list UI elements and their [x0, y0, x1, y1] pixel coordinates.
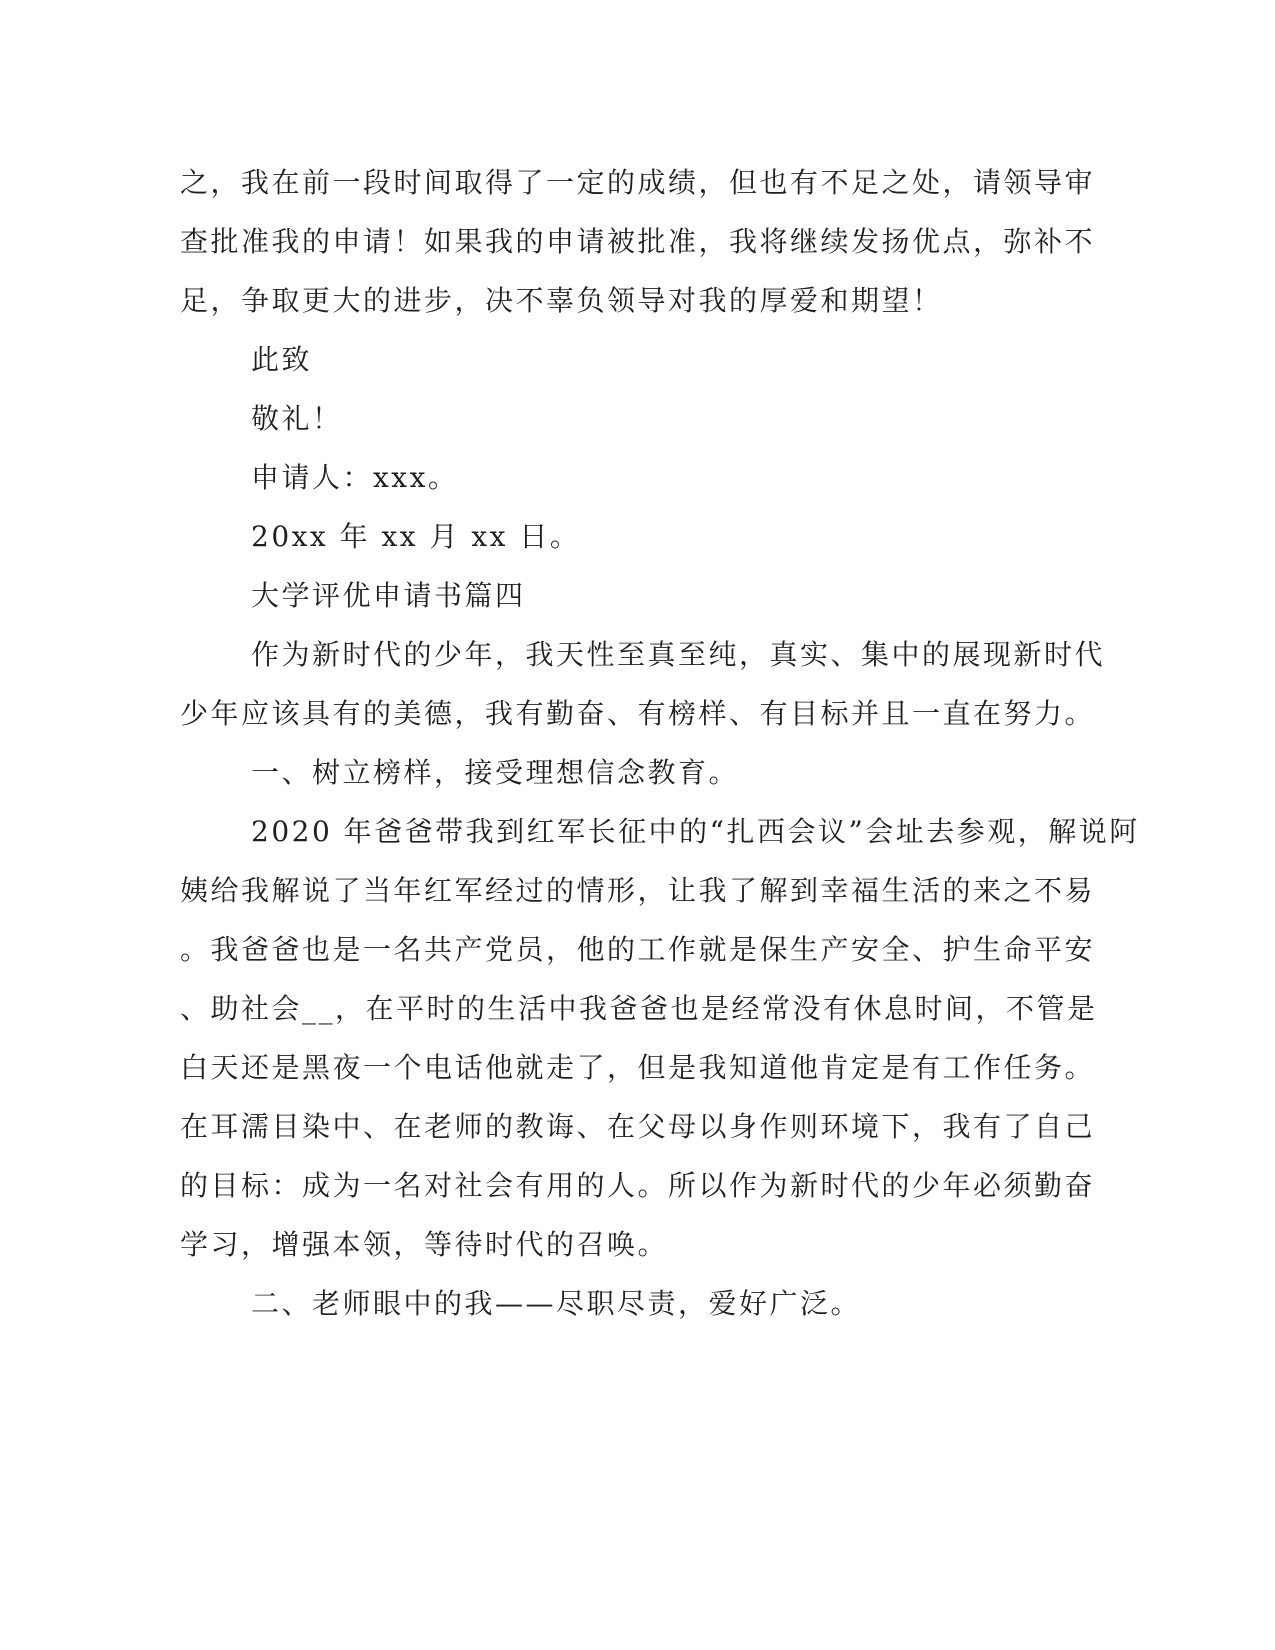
- paragraph-line: 。我爸爸也是一名共产党员，他的工作就是保生产安全、护生命平安: [180, 933, 1096, 966]
- applicant-name: 申请人：xxx。: [251, 461, 459, 494]
- paragraph-line: 在耳濡目染中、在老师的教诲、在父母以身作则环境下，我有了自己: [180, 1110, 1096, 1143]
- section-title: 大学评优申请书篇四: [251, 579, 526, 612]
- paragraph-line: 的目标：成为一名对社会有用的人。所以作为新时代的少年必须勤奋: [180, 1169, 1096, 1202]
- application-date: 20xx 年 xx 月 xx 日。: [251, 520, 581, 553]
- text-line: 足，争取更大的进步，决不辜负领导对我的厚爱和期望！: [180, 284, 943, 317]
- paragraph-line: 少年应该具有的美德，我有勤奋、有榜样、有目标并且一直在努力。: [180, 697, 1096, 730]
- paragraph-line: 白天还是黑夜一个电话他就走了，但是我知道他肯定是有工作任务。: [180, 1051, 1096, 1084]
- subheading: 二、老师眼中的我——尽职尽责，爱好广泛。: [251, 1287, 862, 1320]
- text-line: 之，我在前一段时间取得了一定的成绩，但也有不足之处，请领导审: [180, 166, 1096, 199]
- paragraph-line: 、助社会__，在平时的生活中我爸爸也是经常没有休息时间，不管是: [180, 992, 1098, 1025]
- text-line: 查批准我的申请！如果我的申请被批准，我将继续发扬优点，弥补不: [180, 225, 1096, 258]
- closing-regards: 敬礼！: [251, 402, 343, 435]
- paragraph-line: 作为新时代的少年，我天性至真至纯，真实、集中的展现新时代: [251, 638, 1106, 671]
- subheading: 一、树立榜样，接受理想信念教育。: [251, 756, 740, 789]
- paragraph-line: 学习，增强本领，等待时代的召唤。: [180, 1228, 669, 1261]
- document-body: [180, 153, 1140, 1333]
- paragraph-line: 姨给我解说了当年红军经过的情形，让我了解到幸福生活的来之不易: [180, 874, 1096, 907]
- paragraph-line: 2020 年爸爸带我到红军长征中的“扎西会议”会址去参观，解说阿: [251, 815, 1140, 848]
- closing-salutation: 此致: [251, 343, 313, 376]
